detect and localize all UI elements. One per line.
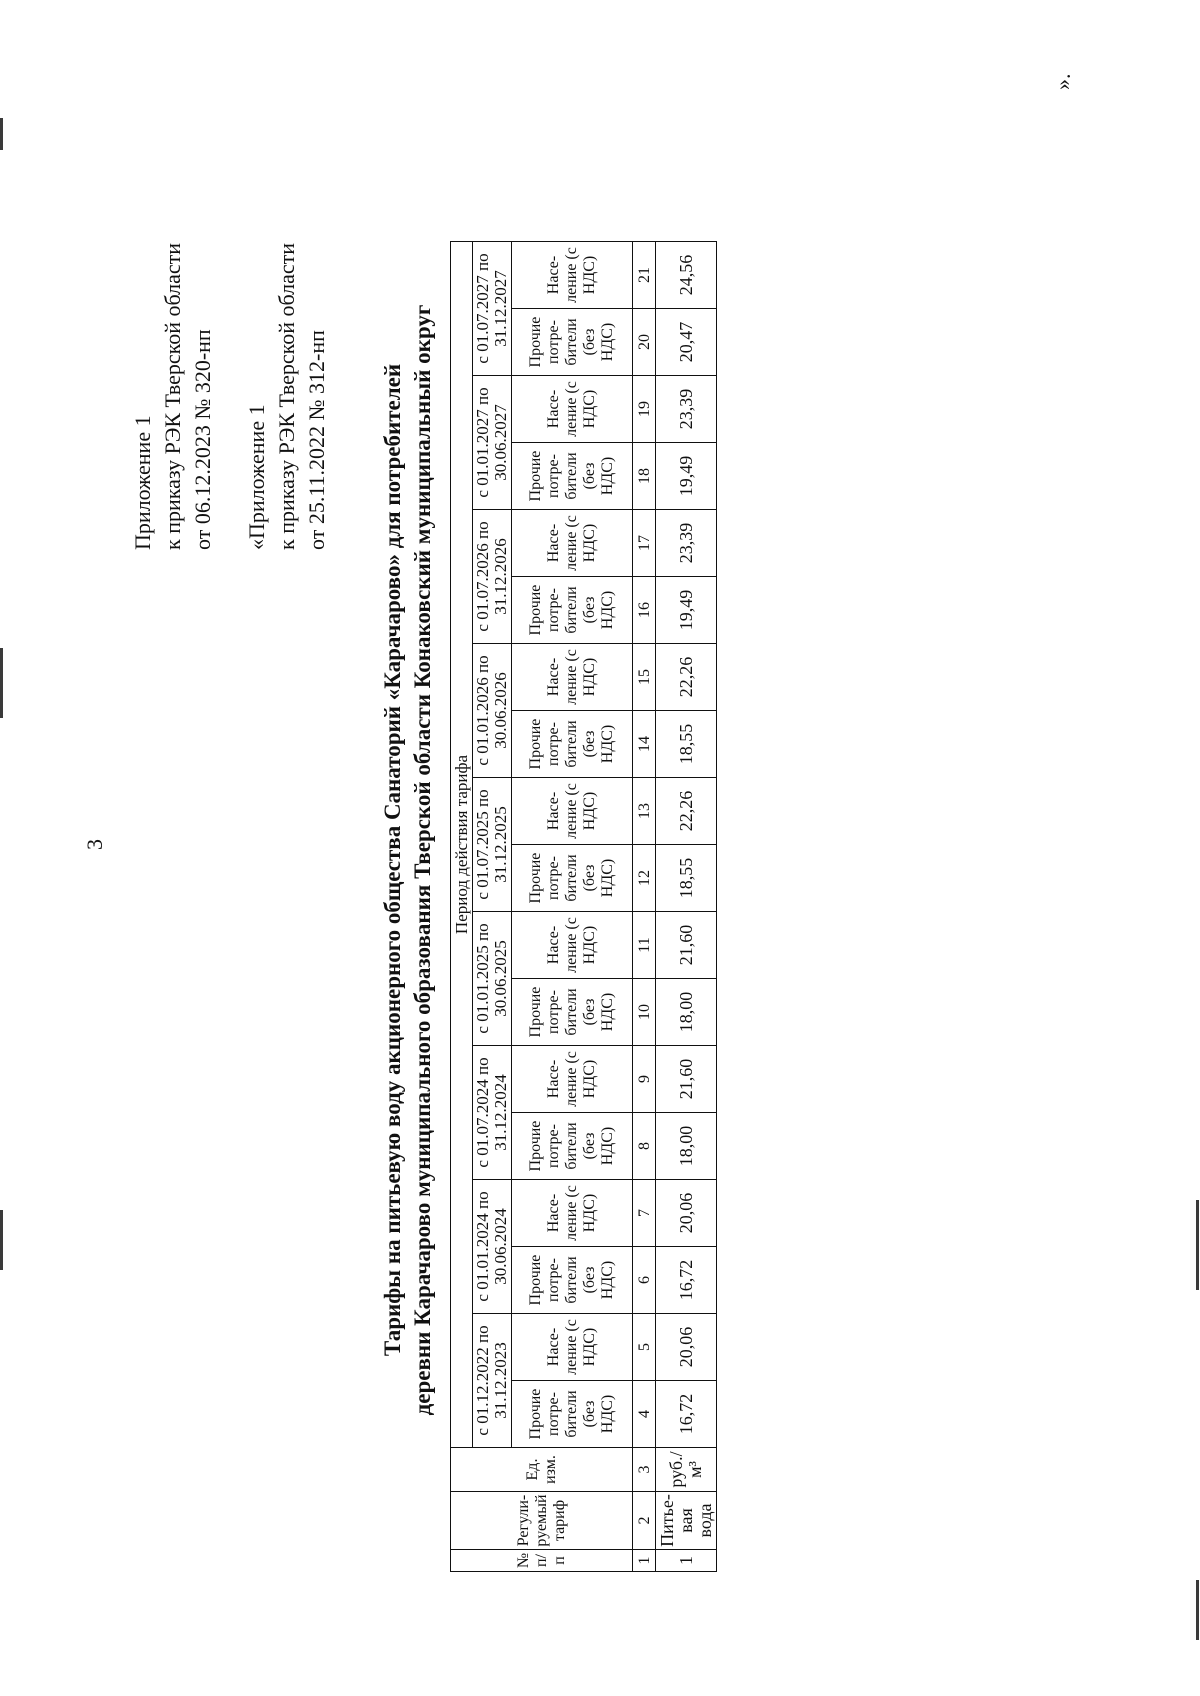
column-number: 13 (633, 778, 656, 845)
appendix-reference-old (242, 243, 332, 550)
column-number: 20 (633, 309, 656, 376)
subheader-population: Насе-ление (с НДС) (512, 1046, 633, 1113)
closing-quote: ». (1050, 73, 1075, 90)
column-number: 14 (633, 711, 656, 778)
appendix-line: Приложение 1 (130, 415, 155, 550)
tariff-value: 16,72 (656, 1247, 717, 1314)
column-number: 8 (633, 1113, 656, 1180)
period-header: с 01.01.2025 по 30.06.2025 (473, 912, 512, 1046)
appendix-reference-new (128, 243, 218, 550)
appendix-line: к приказу РЭК Тверской области (274, 242, 299, 550)
tariff-value: 18,55 (656, 845, 717, 912)
column-number: 3 (633, 1448, 656, 1492)
tariff-value: 23,39 (656, 510, 717, 577)
row-tariff-name: Питье-вая вода (656, 1492, 717, 1550)
period-header: с 01.01.2027 по 30.06.2027 (473, 376, 512, 510)
tariff-value: 22,26 (656, 644, 717, 711)
header-no: № п/п (451, 1550, 633, 1572)
tariff-value: 18,55 (656, 711, 717, 778)
subheader-other-consumers: Прочие потре-бители (без НДС) (512, 443, 633, 510)
row-number: 1 (656, 1550, 717, 1572)
page-number: 3 (82, 839, 107, 850)
subheader-population: Насе-ление (с НДС) (512, 778, 633, 845)
column-number: 5 (633, 1314, 656, 1381)
subheader-population: Насе-ление (с НДС) (512, 1314, 633, 1381)
tariff-table (450, 241, 717, 1572)
subheader-other-consumers: Прочие потре-бители (без НДС) (512, 309, 633, 376)
column-number: 1 (633, 1550, 656, 1572)
subheader-population: Насе-ление (с НДС) (512, 376, 633, 443)
subheader-other-consumers: Прочие потре-бители (без НДС) (512, 577, 633, 644)
appendix-line: от 25.11.2022 № 312-нп (304, 330, 329, 550)
period-header: с 01.07.2026 по 31.12.2026 (473, 510, 512, 644)
appendix-line: к приказу РЭК Тверской области (160, 242, 185, 550)
column-number: 19 (633, 376, 656, 443)
row-unit: руб./м³ (656, 1448, 717, 1492)
column-number: 6 (633, 1247, 656, 1314)
tariff-value: 19,49 (656, 443, 717, 510)
column-number: 18 (633, 443, 656, 510)
subheader-other-consumers: Прочие потре-бители (без НДС) (512, 1113, 633, 1180)
tariff-value: 22,26 (656, 778, 717, 845)
column-number: 21 (633, 242, 656, 309)
column-number: 15 (633, 644, 656, 711)
period-header: с 01.07.2024 по 31.12.2024 (473, 1046, 512, 1180)
period-header: с 01.07.2025 по 31.12.2025 (473, 778, 512, 912)
tariff-value: 18,00 (656, 979, 717, 1046)
column-number: 10 (633, 979, 656, 1046)
tariff-value: 24,56 (656, 242, 717, 309)
tariff-value: 21,60 (656, 1046, 717, 1113)
subheader-other-consumers: Прочие потре-бители (без НДС) (512, 845, 633, 912)
column-number: 7 (633, 1180, 656, 1247)
appendix-line: «Приложение 1 (244, 404, 269, 550)
scan-edge-mark (1196, 1580, 1199, 1640)
tariff-value: 20,06 (656, 1314, 717, 1381)
tariff-value: 21,60 (656, 912, 717, 979)
rotated-content (0, 10, 1180, 1690)
subheader-population: Насе-ление (с НДС) (512, 912, 633, 979)
tariff-value: 23,39 (656, 376, 717, 443)
tariff-value: 20,47 (656, 309, 717, 376)
column-number: 16 (633, 577, 656, 644)
tariff-value: 18,00 (656, 1113, 717, 1180)
column-number: 4 (633, 1381, 656, 1448)
tariff-value: 19,49 (656, 577, 717, 644)
appendix-line: от 06.12.2023 № 320-нп (190, 329, 215, 550)
period-header: с 01.07.2027 по 31.12.2027 (473, 242, 512, 376)
subheader-other-consumers: Прочие потре-бители (без НДС) (512, 1381, 633, 1448)
subheader-other-consumers: Прочие потре-бители (без НДС) (512, 1247, 633, 1314)
header-tariff: Регули-руемый тариф (451, 1492, 633, 1550)
title-line: деревни Карачарово муниципального образования Тверской области Конаковский муниципальный округ (410, 304, 435, 1416)
header-period: Период действия тарифа (451, 242, 473, 1448)
subheader-population: Насе-ление (с НДС) (512, 242, 633, 309)
subheader-other-consumers: Прочие потре-бители (без НДС) (512, 979, 633, 1046)
column-number: 11 (633, 912, 656, 979)
document-title (378, 110, 438, 1610)
column-number: 2 (633, 1492, 656, 1550)
subheader-other-consumers: Прочие потре-бители (без НДС) (512, 711, 633, 778)
header-unit: Ед. изм. (451, 1448, 633, 1492)
title-line: Тарифы на питьевую воду акционерного общества Санаторий «Карачарово» для потребителей (380, 363, 405, 1357)
scan-edge-mark (1196, 1200, 1199, 1290)
subheader-population: Насе-ление (с НДС) (512, 1180, 633, 1247)
period-header: с 01.01.2026 по 30.06.2026 (473, 644, 512, 778)
column-number: 12 (633, 845, 656, 912)
period-header: с 01.01.2024 по 30.06.2024 (473, 1180, 512, 1314)
column-number: 17 (633, 510, 656, 577)
tariff-value: 16,72 (656, 1381, 717, 1448)
subheader-population: Насе-ление (с НДС) (512, 644, 633, 711)
subheader-population: Насе-ление (с НДС) (512, 510, 633, 577)
tariff-value: 20,06 (656, 1180, 717, 1247)
period-header: с 01.12.2022 по 31.12.2023 (473, 1314, 512, 1448)
column-number: 9 (633, 1046, 656, 1113)
